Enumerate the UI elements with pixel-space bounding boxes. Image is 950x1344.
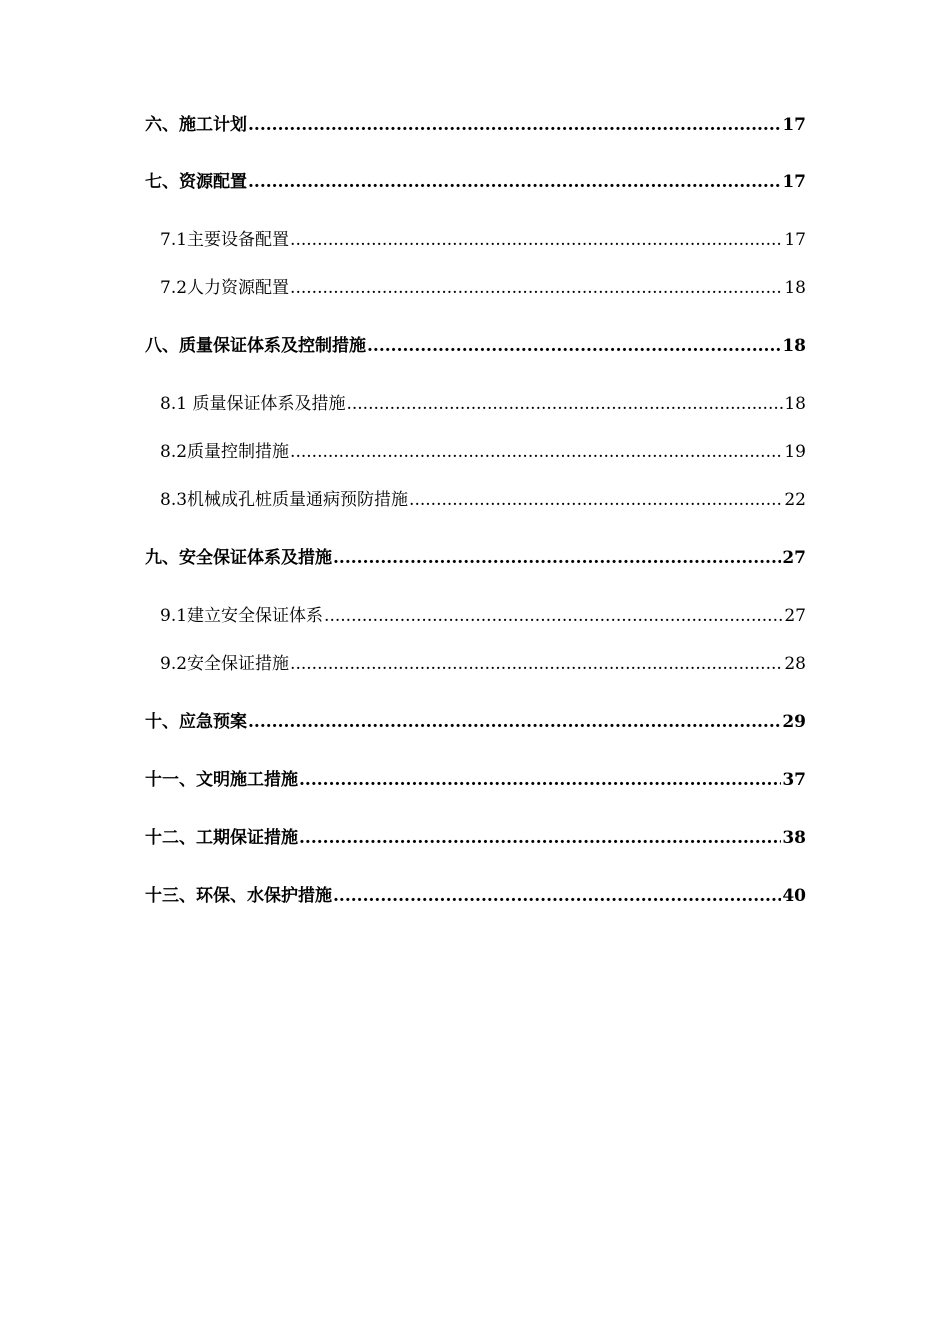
dot-leader	[367, 334, 781, 358]
toc-entry[interactable]	[145, 884, 806, 908]
toc-entry-label: 十三、环保、水保护措施	[145, 886, 332, 906]
dot-leader	[248, 710, 781, 734]
toc-entry-label: 九、安全保证体系及措施	[145, 548, 332, 568]
toc-entry-label: 十、应急预案	[145, 712, 247, 732]
toc-entry-label: 8.3机械成孔桩质量通病预防措施	[160, 490, 409, 510]
toc-entry[interactable]	[145, 440, 806, 464]
toc-entry-label: 十一、文明施工措施	[145, 770, 298, 790]
toc-entry-page: 18	[784, 394, 806, 414]
toc-entry-label: 八、质量保证体系及控制措施	[145, 336, 366, 356]
toc-entry-page: 27	[782, 548, 806, 568]
dot-leader	[248, 170, 781, 194]
toc-entry-label: 9.2安全保证措施	[160, 654, 290, 674]
toc-entry-page: 28	[784, 654, 806, 674]
dot-leader	[299, 826, 781, 850]
dot-leader	[290, 440, 783, 464]
toc-entry-page: 17	[782, 115, 806, 135]
toc-entry-label: 六、施工计划	[145, 115, 247, 135]
toc-entry[interactable]	[145, 546, 806, 570]
toc-entry-page: 27	[784, 606, 806, 626]
toc-entry-page: 18	[782, 336, 806, 356]
toc-entry-page: 17	[782, 172, 806, 192]
toc-entry[interactable]	[145, 392, 806, 416]
toc-entry-page: 17	[784, 230, 806, 250]
toc-entry[interactable]	[145, 113, 806, 137]
toc-entry-label: 七、资源配置	[145, 172, 247, 192]
toc-entry-page: 19	[784, 442, 806, 462]
toc-entry-page: 40	[782, 886, 806, 906]
toc-entry-label: 7.2人力资源配置	[160, 278, 290, 298]
toc-entry[interactable]	[145, 768, 806, 792]
toc-entry[interactable]	[145, 276, 806, 300]
toc-entry-page: 22	[784, 490, 806, 510]
toc-entry-label: 8.2质量控制措施	[160, 442, 290, 462]
dot-leader	[290, 276, 783, 300]
toc-entry-page: 18	[784, 278, 806, 298]
toc-entry[interactable]	[145, 334, 806, 358]
dot-leader	[290, 652, 783, 676]
dot-leader	[299, 768, 781, 792]
toc-entry-page: 29	[782, 712, 806, 732]
toc-entry[interactable]	[145, 170, 806, 194]
toc-entry-label: 9.1建立安全保证体系	[160, 606, 324, 626]
dot-leader	[333, 546, 781, 570]
dot-leader	[333, 884, 781, 908]
toc-entry-page: 38	[782, 828, 806, 848]
toc-entry-label: 十二、工期保证措施	[145, 828, 298, 848]
toc-entry[interactable]	[145, 228, 806, 252]
toc-entry[interactable]	[145, 826, 806, 850]
dot-leader	[290, 228, 783, 252]
toc-entry-label: 8.1 质量保证体系及措施	[160, 394, 346, 414]
toc-entry-page: 37	[782, 770, 806, 790]
toc-entry[interactable]	[145, 710, 806, 734]
toc-entry-label: 7.1主要设备配置	[160, 230, 290, 250]
dot-leader	[324, 604, 783, 628]
toc-entry[interactable]	[145, 604, 806, 628]
toc-entry[interactable]	[145, 488, 806, 512]
dot-leader	[346, 392, 783, 416]
dot-leader	[248, 113, 781, 137]
toc-entry[interactable]	[145, 652, 806, 676]
dot-leader	[409, 488, 783, 512]
